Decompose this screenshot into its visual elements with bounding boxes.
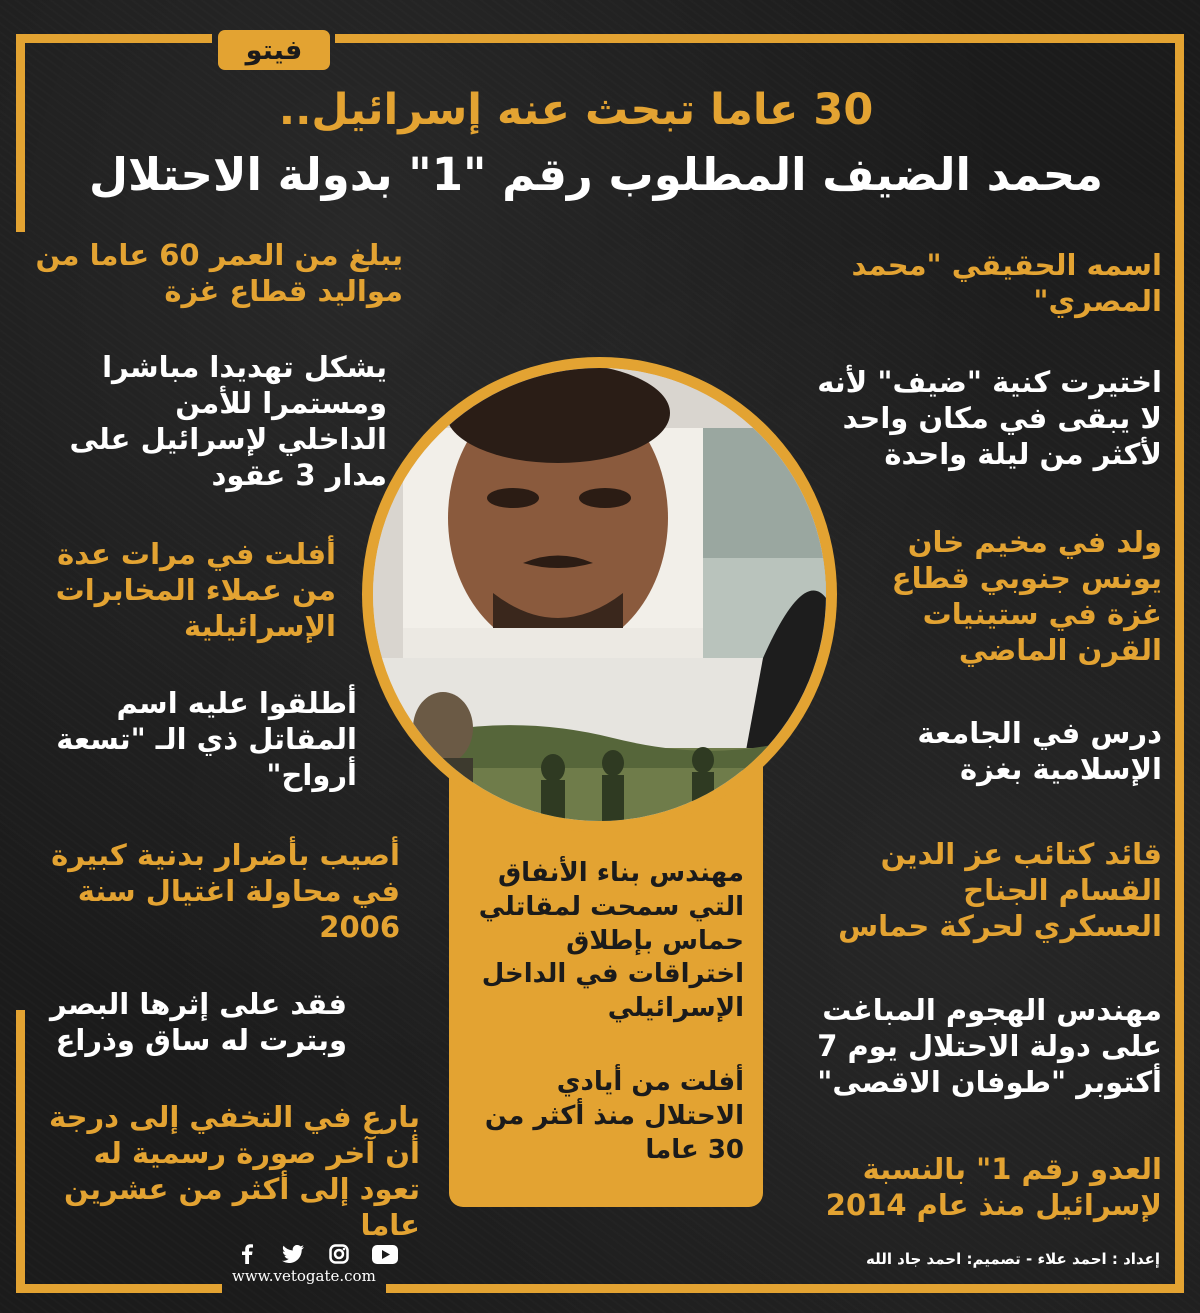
left-fact-concealment: بارع في التخفي إلى درجة أن آخر صورة رسمية له تعود إلى أكثر من عشرين عاما bbox=[48, 1100, 420, 1242]
center-fact-tunnels: مهندس بناء الأنفاق التي سمحت لمقاتلي حماس بإطلاق اختراقات في الداخل الإسرائيلي bbox=[478, 858, 744, 1024]
right-fact-enemy-number-one: العدو رقم 1" بالنسبة لإسرائيل منذ عام 2014 bbox=[825, 1152, 1162, 1222]
right-fact-nickname: اختيرت كنية "ضيف" لأنه لا يبقى في مكان واحد لأكثر من ليلة واحدة bbox=[817, 365, 1162, 471]
frame-bottom-left bbox=[16, 1284, 222, 1293]
facebook-icon[interactable] bbox=[234, 1244, 260, 1264]
right-fact-birthplace: ولد في مخيم خان يونس جنوبي قطاع غزة في ستينيات القرن الماضي bbox=[891, 525, 1162, 667]
right-fact-education: درس في الجامعة الإسلامية بغزة bbox=[917, 716, 1162, 786]
frame-top-right bbox=[335, 34, 1184, 43]
left-fact-escaped-agents: أفلت في مرات عدة من عملاء المخابرات الإسرائيلية bbox=[55, 537, 336, 643]
right-fact-october-attack: مهندس الهجوم المباغت على دولة الاحتلال يوم 7 أكتوبر "طوفان الاقصى" bbox=[817, 993, 1162, 1099]
right-fact-leader: قائد كتائب عز الدين القسام الجناح العسكري لحركة حماس bbox=[838, 837, 1162, 943]
frame-top-left bbox=[16, 34, 212, 43]
youtube-icon[interactable] bbox=[372, 1244, 398, 1264]
portrait-photo bbox=[373, 368, 826, 821]
left-fact-age: يبلغ من العمر 60 عاما من مواليد قطاع غزة bbox=[35, 238, 403, 308]
brand-logo-text: فيتو bbox=[245, 34, 303, 66]
credits-text: إعداد : احمد علاء - تصميم: احمد جاد الله bbox=[865, 1250, 1160, 1268]
website-url[interactable]: www.vetogate.com bbox=[232, 1267, 376, 1285]
headline-line-2: محمد الضيف المطلوب رقم "1" بدولة الاحتلال bbox=[88, 148, 1104, 201]
right-fact-real-name: اسمه الحقيقي "محمد المصري" bbox=[851, 248, 1162, 318]
left-fact-threat: يشكل تهديدا مباشرا ومستمرا للأمن الداخلي لإسرائيل على مدار 3 عقود bbox=[69, 350, 387, 492]
instagram-icon[interactable] bbox=[326, 1244, 352, 1264]
left-fact-injuries: أصيب بأضرار بدنية كبيرة في محاولة اغتيال سنة 2006 bbox=[51, 838, 400, 944]
frame-right bbox=[1175, 34, 1184, 1293]
twitter-icon[interactable] bbox=[280, 1244, 306, 1264]
left-fact-lost-sight: فقد على إثرها البصر وبترت له ساق وذراع bbox=[49, 987, 347, 1057]
headline-line-1: 30 عاما تبحث عنه إسرائيل.. bbox=[278, 85, 874, 135]
brand-logo bbox=[218, 30, 330, 70]
social-icons bbox=[234, 1244, 398, 1264]
left-fact-nine-lives: أطلقوا عليه اسم المقاتل ذي الـ "تسعة أرواح" bbox=[56, 686, 357, 792]
center-fact-escaped: أفلت من أيادي الاحتلال منذ أكثر من 30 عاما bbox=[484, 1067, 744, 1165]
frame-bottom-right bbox=[386, 1284, 1184, 1293]
